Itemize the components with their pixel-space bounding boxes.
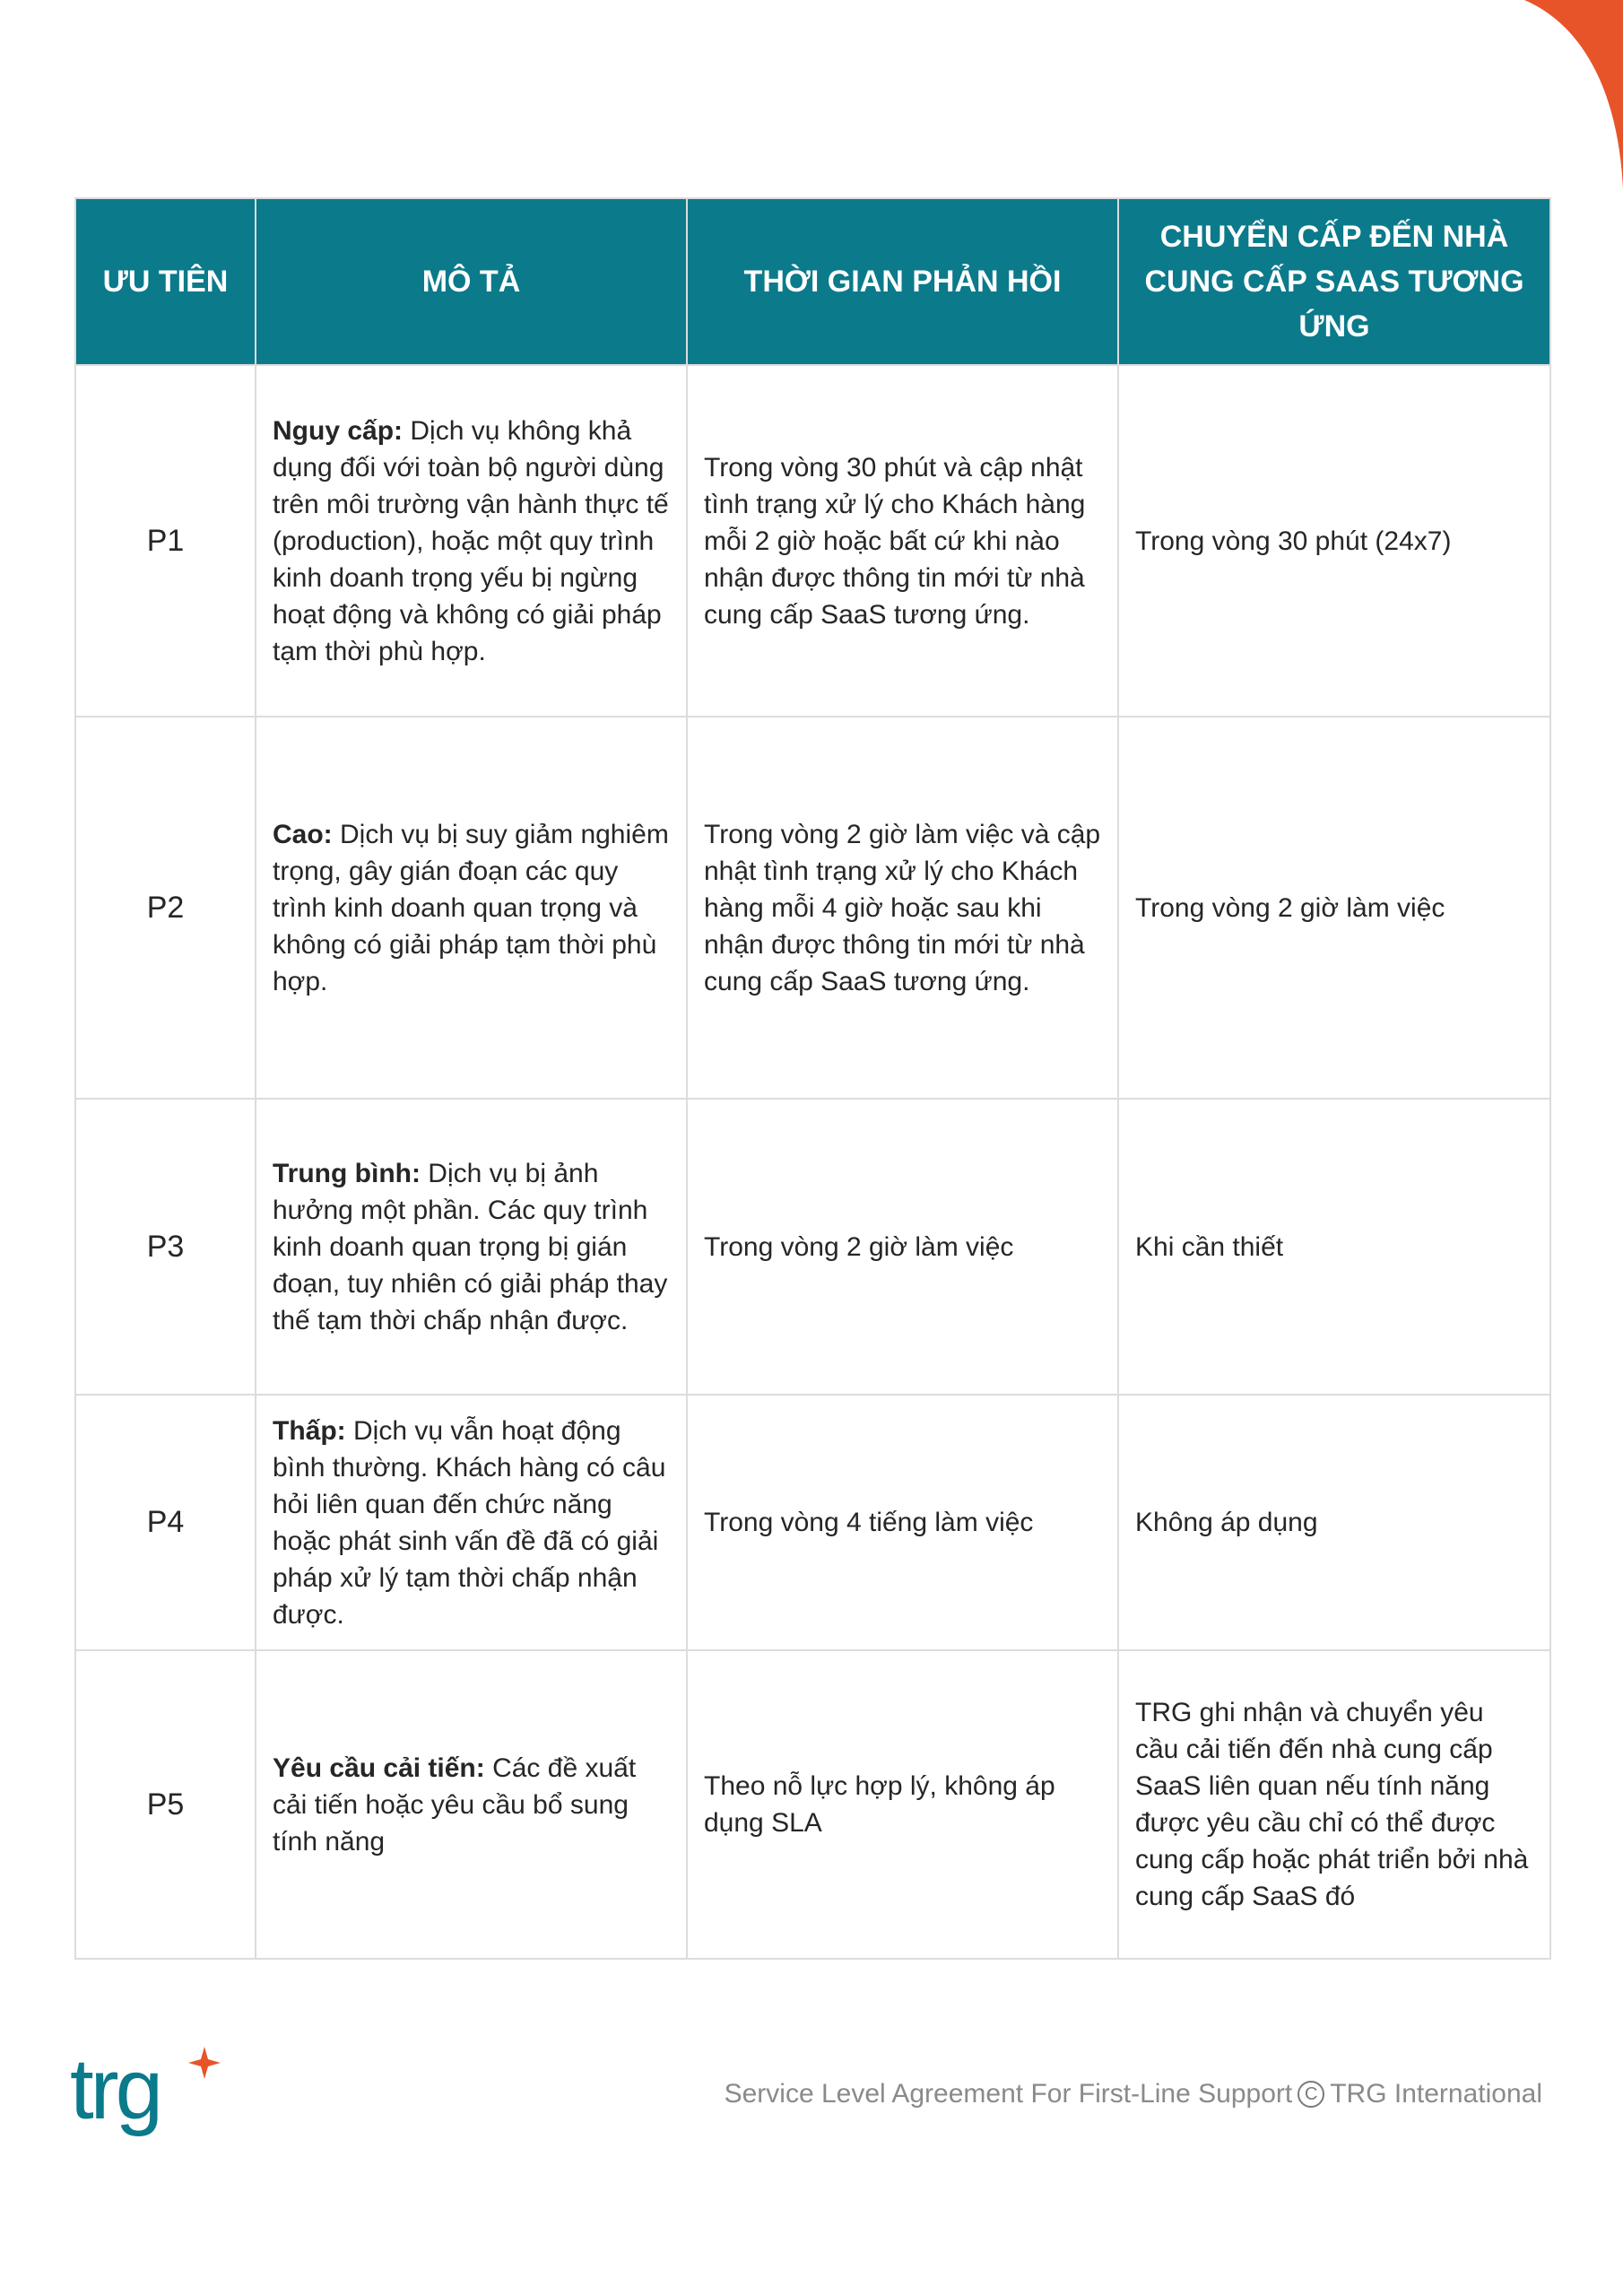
- footer-company-name: TRG International: [1330, 2079, 1542, 2109]
- table-header-row: [75, 198, 1550, 365]
- escalation-cell: Không áp dụng: [1118, 1395, 1550, 1650]
- footer-document-title: Service Level Agreement For First-Line Support: [724, 2079, 1293, 2109]
- description-text: Dịch vụ bị suy giảm nghiêm trọng, gây gián đoạn các quy trình kinh doanh quan trọng và không có giải pháp tạm thời phù hợp.: [273, 819, 669, 996]
- escalation-cell: Trong vòng 2 giờ làm việc: [1118, 717, 1550, 1099]
- escalation-cell: Trong vòng 30 phút (24x7): [1118, 365, 1550, 717]
- table-row: [75, 1395, 1550, 1650]
- response-time-cell: Trong vòng 2 giờ làm việc và cập nhật tình trạng xử lý cho Khách hàng mỗi 4 giờ hoặc sau khi nhận được thông tin mới từ nhà cung cấp SaaS tương ứng.: [687, 717, 1118, 1099]
- table-row: [75, 717, 1550, 1099]
- header-escalation: CHUYỂN CẤP ĐẾN NHÀ CUNG CẤP SAAS TƯƠNG ỨNG: [1118, 198, 1550, 365]
- copyright-icon: C: [1298, 2081, 1324, 2108]
- table-row: [75, 1099, 1550, 1395]
- description-text: Các đề xuất cải tiến hoặc yêu cầu bổ sung tính năng: [273, 1752, 637, 1857]
- corner-accent-shape: [1480, 0, 1623, 188]
- description-term: Trung bình:: [273, 1158, 421, 1188]
- footer-copyright: [725, 2079, 1542, 2109]
- priority-cell: P5: [75, 1650, 256, 1959]
- trg-logo-text: trg: [70, 2045, 161, 2137]
- description-cell: [256, 365, 687, 717]
- description-term: Thấp:: [273, 1415, 346, 1446]
- trg-logo: [70, 2045, 231, 2161]
- header-priority: ƯU TIÊN: [75, 198, 256, 365]
- description-term: Cao:: [273, 819, 333, 849]
- table-row: [75, 1650, 1550, 1959]
- description-cell: [256, 1099, 687, 1395]
- response-time-cell: Theo nỗ lực hợp lý, không áp dụng SLA: [687, 1650, 1118, 1959]
- description-cell: [256, 717, 687, 1099]
- sla-priority-table: [74, 197, 1551, 1960]
- response-time-cell: Trong vòng 30 phút và cập nhật tình trạng xử lý cho Khách hàng mỗi 2 giờ hoặc bất cứ khi nào nhận được thông tin mới từ nhà cung cấp SaaS tương ứng.: [687, 365, 1118, 717]
- description-text: Dịch vụ không khả dụng đối với toàn bộ người dùng trên môi trường vận hành thực tế (production), hoặc một quy trình kinh doanh trọng yếu bị ngừng hoạt động và không có giải pháp tạm thời phù hợp.: [273, 415, 669, 666]
- header-description: MÔ TẢ: [256, 198, 687, 365]
- table-row: [75, 365, 1550, 717]
- response-time-cell: Trong vòng 4 tiếng làm việc: [687, 1395, 1118, 1650]
- description-cell: [256, 1650, 687, 1959]
- priority-cell: P3: [75, 1099, 256, 1395]
- priority-cell: P4: [75, 1395, 256, 1650]
- description-term: Yêu cầu cải tiến:: [273, 1752, 485, 1783]
- description-text: Dịch vụ bị ảnh hưởng một phần. Các quy trình kinh doanh quan trọng bị gián đoạn, tuy nhiên có giải pháp thay thế tạm thời chấp nhận được.: [273, 1158, 668, 1335]
- description-cell: [256, 1395, 687, 1650]
- escalation-cell: TRG ghi nhận và chuyển yêu cầu cải tiến đến nhà cung cấp SaaS liên quan nếu tính năng được yêu cầu chỉ có thể được cung cấp hoặc phát triển bởi nhà cung cấp SaaS đó: [1118, 1650, 1550, 1959]
- logo-star-icon: [188, 2047, 221, 2079]
- response-time-cell: Trong vòng 2 giờ làm việc: [687, 1099, 1118, 1395]
- header-response-time: THỜI GIAN PHẢN HỒI: [687, 198, 1118, 365]
- priority-cell: P1: [75, 365, 256, 717]
- priority-cell: P2: [75, 717, 256, 1099]
- description-term: Nguy cấp:: [273, 415, 404, 446]
- description-text: Dịch vụ vẫn hoạt động bình thường. Khách hàng có câu hỏi liên quan đến chức năng hoặc phát sinh vấn đề đã có giải pháp xử lý tạm thời chấp nhận được.: [273, 1415, 666, 1630]
- escalation-cell: Khi cần thiết: [1118, 1099, 1550, 1395]
